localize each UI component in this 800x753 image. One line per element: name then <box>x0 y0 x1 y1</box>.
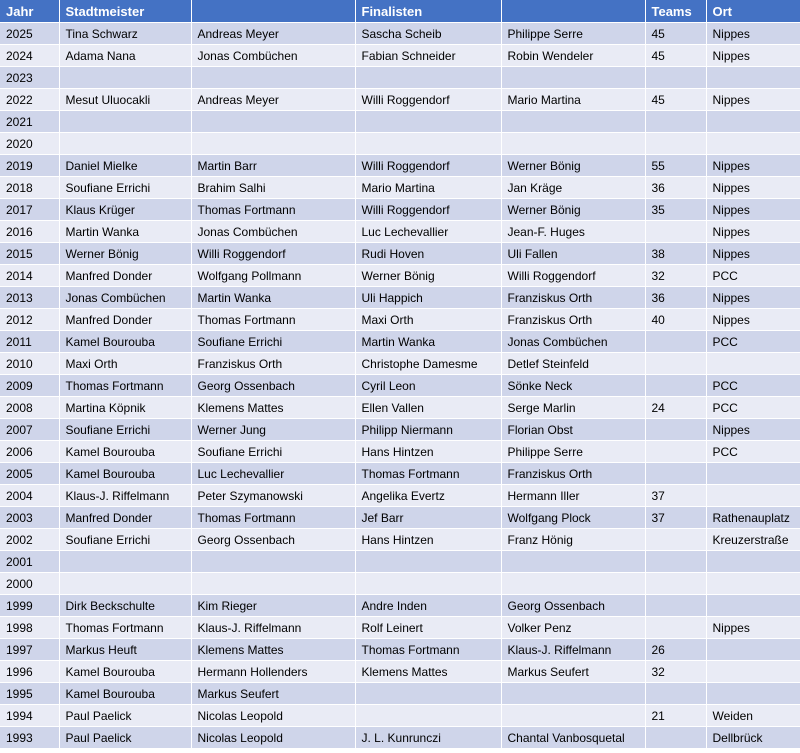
teams-cell <box>645 419 706 441</box>
table-row <box>0 397 800 419</box>
finalist-2-cell: Detlef Steinfeld <box>501 353 645 375</box>
table-row <box>0 507 800 529</box>
location-cell: Nippes <box>706 199 800 221</box>
location-cell: Nippes <box>706 287 800 309</box>
finalist-2-cell: Klaus-J. Riffelmann <box>501 639 645 661</box>
location-cell: PCC <box>706 331 800 353</box>
finalist-2-cell: Mario Martina <box>501 89 645 111</box>
year-cell: 2012 <box>0 309 59 331</box>
champion-1-cell: Klaus-J. Riffelmann <box>59 485 191 507</box>
finalist-1-cell: Philipp Niermann <box>355 419 501 441</box>
year-cell: 2022 <box>0 89 59 111</box>
champion-1-cell: Thomas Fortmann <box>59 375 191 397</box>
finalist-2-cell: Hermann Iller <box>501 485 645 507</box>
finalist-1-cell: Ellen Vallen <box>355 397 501 419</box>
table-row <box>0 23 800 45</box>
finalist-1-cell: Maxi Orth <box>355 309 501 331</box>
location-cell <box>706 595 800 617</box>
teams-cell <box>645 67 706 89</box>
location-cell <box>706 683 800 705</box>
champion-2-cell: Andreas Meyer <box>191 89 355 111</box>
finalist-1-cell: Christophe Damesme <box>355 353 501 375</box>
header-ort: Ort <box>706 0 800 23</box>
finalist-1-cell: Sascha Scheib <box>355 23 501 45</box>
finalist-2-cell: Franz Hönig <box>501 529 645 551</box>
champion-2-cell: Jonas Combüchen <box>191 221 355 243</box>
finalist-1-cell: Willi Roggendorf <box>355 89 501 111</box>
year-cell: 2005 <box>0 463 59 485</box>
champion-2-cell: Georg Ossenbach <box>191 529 355 551</box>
finalist-1-cell: Thomas Fortmann <box>355 639 501 661</box>
table-row <box>0 705 800 727</box>
teams-cell <box>645 221 706 243</box>
location-cell <box>706 639 800 661</box>
champion-1-cell <box>59 133 191 155</box>
champion-1-cell: Manfred Donder <box>59 507 191 529</box>
location-cell <box>706 133 800 155</box>
location-cell: Nippes <box>706 221 800 243</box>
teams-cell <box>645 441 706 463</box>
year-cell: 2010 <box>0 353 59 375</box>
year-cell: 2016 <box>0 221 59 243</box>
year-cell: 2018 <box>0 177 59 199</box>
finalist-1-cell: Thomas Fortmann <box>355 463 501 485</box>
champion-2-cell: Martin Barr <box>191 155 355 177</box>
location-cell: Nippes <box>706 177 800 199</box>
champion-2-cell: Brahim Salhi <box>191 177 355 199</box>
finalist-2-cell: Wolfgang Plock <box>501 507 645 529</box>
teams-cell: 26 <box>645 639 706 661</box>
location-cell: Dellbrück <box>706 727 800 749</box>
table-row <box>0 309 800 331</box>
finalist-2-cell: Florian Obst <box>501 419 645 441</box>
year-cell: 2008 <box>0 397 59 419</box>
table-row <box>0 419 800 441</box>
teams-cell <box>645 463 706 485</box>
location-cell: Nippes <box>706 617 800 639</box>
champion-2-cell: Markus Seufert <box>191 683 355 705</box>
teams-cell <box>645 551 706 573</box>
year-cell: 2004 <box>0 485 59 507</box>
champion-1-cell: Dirk Beckschulte <box>59 595 191 617</box>
finalist-2-cell: Philippe Serre <box>501 23 645 45</box>
year-cell: 2023 <box>0 67 59 89</box>
champion-1-cell: Kamel Bourouba <box>59 441 191 463</box>
teams-cell: 45 <box>645 45 706 67</box>
location-cell <box>706 551 800 573</box>
finalist-2-cell: Robin Wendeler <box>501 45 645 67</box>
table-row <box>0 727 800 749</box>
champion-2-cell: Thomas Fortmann <box>191 199 355 221</box>
year-cell: 1995 <box>0 683 59 705</box>
year-cell: 2009 <box>0 375 59 397</box>
finalist-1-cell: Fabian Schneider <box>355 45 501 67</box>
teams-cell <box>645 595 706 617</box>
champion-1-cell <box>59 573 191 595</box>
champion-1-cell: Soufiane Errichi <box>59 177 191 199</box>
location-cell <box>706 485 800 507</box>
year-cell: 2000 <box>0 573 59 595</box>
finalist-1-cell: Rudi Hoven <box>355 243 501 265</box>
location-cell <box>706 463 800 485</box>
finalist-2-cell <box>501 573 645 595</box>
finalist-1-cell: Martin Wanka <box>355 331 501 353</box>
year-cell: 1997 <box>0 639 59 661</box>
champion-1-cell: Mesut Uluocakli <box>59 89 191 111</box>
table-row <box>0 111 800 133</box>
year-cell: 2006 <box>0 441 59 463</box>
finalist-1-cell: Hans Hintzen <box>355 529 501 551</box>
finalist-2-cell: Franziskus Orth <box>501 287 645 309</box>
teams-cell: 40 <box>645 309 706 331</box>
finalist-2-cell: Markus Seufert <box>501 661 645 683</box>
finalist-1-cell: Hans Hintzen <box>355 441 501 463</box>
champion-2-cell: Luc Lechevallier <box>191 463 355 485</box>
year-cell: 2017 <box>0 199 59 221</box>
champion-1-cell: Kamel Bourouba <box>59 661 191 683</box>
teams-cell <box>645 375 706 397</box>
finalist-1-cell: Uli Happich <box>355 287 501 309</box>
champion-1-cell: Jonas Combüchen <box>59 287 191 309</box>
teams-cell: 35 <box>645 199 706 221</box>
teams-cell: 32 <box>645 265 706 287</box>
champion-1-cell: Kamel Bourouba <box>59 463 191 485</box>
finalist-2-cell: Franziskus Orth <box>501 309 645 331</box>
champion-2-cell <box>191 551 355 573</box>
champion-2-cell: Klaus-J. Riffelmann <box>191 617 355 639</box>
teams-cell <box>645 111 706 133</box>
finalist-1-cell <box>355 67 501 89</box>
finalist-1-cell <box>355 683 501 705</box>
champion-1-cell: Klaus Krüger <box>59 199 191 221</box>
year-cell: 2001 <box>0 551 59 573</box>
champion-2-cell: Andreas Meyer <box>191 23 355 45</box>
champion-1-cell: Manfred Donder <box>59 309 191 331</box>
year-cell: 2003 <box>0 507 59 529</box>
header-stadtmeister: Stadtmeister <box>59 0 191 23</box>
teams-cell <box>645 331 706 353</box>
finalist-1-cell: Willi Roggendorf <box>355 199 501 221</box>
table-row <box>0 177 800 199</box>
teams-cell <box>645 617 706 639</box>
teams-cell: 55 <box>645 155 706 177</box>
finalist-2-cell: Uli Fallen <box>501 243 645 265</box>
finalist-2-cell <box>501 133 645 155</box>
champion-1-cell: Martina Köpnik <box>59 397 191 419</box>
finalist-1-cell: Willi Roggendorf <box>355 155 501 177</box>
teams-cell: 21 <box>645 705 706 727</box>
year-cell: 2024 <box>0 45 59 67</box>
champion-1-cell: Adama Nana <box>59 45 191 67</box>
finalist-2-cell: Volker Penz <box>501 617 645 639</box>
year-cell: 2014 <box>0 265 59 287</box>
finalist-2-cell: Chantal Vanbosquetal <box>501 727 645 749</box>
teams-cell: 37 <box>645 485 706 507</box>
location-cell: Nippes <box>706 45 800 67</box>
table-row <box>0 221 800 243</box>
champion-2-cell <box>191 111 355 133</box>
table-row <box>0 89 800 111</box>
header-finalisten: Finalisten <box>355 0 501 23</box>
finalist-1-cell: Jef Barr <box>355 507 501 529</box>
year-cell: 1996 <box>0 661 59 683</box>
table-row <box>0 639 800 661</box>
year-cell: 2019 <box>0 155 59 177</box>
location-cell: PCC <box>706 375 800 397</box>
teams-cell: 24 <box>645 397 706 419</box>
location-cell: PCC <box>706 397 800 419</box>
finalist-2-cell: Georg Ossenbach <box>501 595 645 617</box>
champion-1-cell: Kamel Bourouba <box>59 683 191 705</box>
champion-1-cell: Thomas Fortmann <box>59 617 191 639</box>
location-cell: Weiden <box>706 705 800 727</box>
year-cell: 1993 <box>0 727 59 749</box>
champion-2-cell: Werner Jung <box>191 419 355 441</box>
finalist-1-cell <box>355 551 501 573</box>
year-cell: 2020 <box>0 133 59 155</box>
champion-2-cell: Wolfgang Pollmann <box>191 265 355 287</box>
champion-2-cell <box>191 573 355 595</box>
table-row <box>0 573 800 595</box>
table-row <box>0 287 800 309</box>
header-teams: Teams <box>645 0 706 23</box>
year-cell: 2007 <box>0 419 59 441</box>
finalist-1-cell: Klemens Mattes <box>355 661 501 683</box>
champion-1-cell: Manfred Donder <box>59 265 191 287</box>
finalist-1-cell: Angelika Evertz <box>355 485 501 507</box>
location-cell <box>706 67 800 89</box>
finalist-2-cell: Jan Kräge <box>501 177 645 199</box>
location-cell <box>706 111 800 133</box>
table-row <box>0 265 800 287</box>
year-cell: 2015 <box>0 243 59 265</box>
champion-1-cell: Kamel Bourouba <box>59 331 191 353</box>
champion-1-cell: Maxi Orth <box>59 353 191 375</box>
champion-1-cell: Paul Paelick <box>59 705 191 727</box>
finalist-2-cell <box>501 67 645 89</box>
location-cell <box>706 353 800 375</box>
finalist-2-cell: Franziskus Orth <box>501 463 645 485</box>
champion-1-cell: Soufiane Errichi <box>59 419 191 441</box>
champion-1-cell: Martin Wanka <box>59 221 191 243</box>
year-cell: 2021 <box>0 111 59 133</box>
table-row <box>0 463 800 485</box>
champion-2-cell: Kim Rieger <box>191 595 355 617</box>
finalist-1-cell: Mario Martina <box>355 177 501 199</box>
header-row <box>0 0 800 23</box>
champion-1-cell: Tina Schwarz <box>59 23 191 45</box>
location-cell: Nippes <box>706 243 800 265</box>
finalist-2-cell: Werner Bönig <box>501 199 645 221</box>
teams-cell <box>645 353 706 375</box>
champion-2-cell: Thomas Fortmann <box>191 507 355 529</box>
finalist-1-cell: Cyril Leon <box>355 375 501 397</box>
champion-1-cell: Markus Heuft <box>59 639 191 661</box>
finalist-1-cell: J. L. Kunrunczi <box>355 727 501 749</box>
champion-2-cell <box>191 133 355 155</box>
table-row <box>0 595 800 617</box>
location-cell <box>706 661 800 683</box>
teams-cell: 45 <box>645 23 706 45</box>
location-cell: PCC <box>706 441 800 463</box>
year-cell: 2002 <box>0 529 59 551</box>
champion-2-cell: Klemens Mattes <box>191 639 355 661</box>
finalist-2-cell: Jonas Combüchen <box>501 331 645 353</box>
champion-2-cell: Soufiane Errichi <box>191 441 355 463</box>
finalist-2-cell <box>501 705 645 727</box>
teams-cell <box>645 727 706 749</box>
champion-1-cell: Paul Paelick <box>59 727 191 749</box>
location-cell: Nippes <box>706 155 800 177</box>
finalist-2-cell: Sönke Neck <box>501 375 645 397</box>
teams-cell: 45 <box>645 89 706 111</box>
finalist-1-cell <box>355 705 501 727</box>
location-cell: Kreuzerstraße <box>706 529 800 551</box>
table-row <box>0 485 800 507</box>
champion-2-cell: Willi Roggendorf <box>191 243 355 265</box>
teams-cell: 37 <box>645 507 706 529</box>
table-row <box>0 133 800 155</box>
champion-2-cell: Peter Szymanowski <box>191 485 355 507</box>
finalist-2-cell: Willi Roggendorf <box>501 265 645 287</box>
table-row <box>0 353 800 375</box>
finalist-1-cell: Luc Lechevallier <box>355 221 501 243</box>
table-row <box>0 551 800 573</box>
year-cell: 2013 <box>0 287 59 309</box>
finalist-2-cell: Philippe Serre <box>501 441 645 463</box>
table-row <box>0 441 800 463</box>
finalist-1-cell <box>355 573 501 595</box>
teams-cell <box>645 133 706 155</box>
champion-2-cell: Nicolas Leopold <box>191 705 355 727</box>
champion-1-cell: Soufiane Errichi <box>59 529 191 551</box>
champion-1-cell: Daniel Mielke <box>59 155 191 177</box>
champion-2-cell: Jonas Combüchen <box>191 45 355 67</box>
champion-1-cell: Werner Bönig <box>59 243 191 265</box>
champion-1-cell <box>59 67 191 89</box>
location-cell: PCC <box>706 265 800 287</box>
champion-2-cell: Martin Wanka <box>191 287 355 309</box>
location-cell <box>706 573 800 595</box>
table-row <box>0 617 800 639</box>
teams-cell <box>645 529 706 551</box>
year-cell: 1999 <box>0 595 59 617</box>
finalist-2-cell: Werner Bönig <box>501 155 645 177</box>
finalist-2-cell <box>501 111 645 133</box>
champion-2-cell: Thomas Fortmann <box>191 309 355 331</box>
year-cell: 1994 <box>0 705 59 727</box>
table-row <box>0 45 800 67</box>
champion-2-cell: Klemens Mattes <box>191 397 355 419</box>
year-cell: 2025 <box>0 23 59 45</box>
location-cell: Nippes <box>706 89 800 111</box>
finalist-2-cell <box>501 683 645 705</box>
year-cell: 1998 <box>0 617 59 639</box>
teams-cell <box>645 573 706 595</box>
location-cell: Nippes <box>706 419 800 441</box>
header-stadtmeister-partner <box>191 0 355 23</box>
table-row <box>0 529 800 551</box>
finalist-1-cell: Andre Inden <box>355 595 501 617</box>
header-finalisten-partner <box>501 0 645 23</box>
table-row <box>0 661 800 683</box>
table-row <box>0 375 800 397</box>
location-cell: Nippes <box>706 309 800 331</box>
table-body <box>0 23 800 749</box>
finalist-1-cell: Rolf Leinert <box>355 617 501 639</box>
year-cell: 2011 <box>0 331 59 353</box>
table-row <box>0 331 800 353</box>
champion-2-cell: Nicolas Leopold <box>191 727 355 749</box>
location-cell: Rathenauplatz <box>706 507 800 529</box>
teams-cell: 32 <box>645 661 706 683</box>
teams-cell <box>645 683 706 705</box>
finalist-1-cell <box>355 111 501 133</box>
table-row <box>0 199 800 221</box>
finalist-1-cell <box>355 133 501 155</box>
teams-cell: 38 <box>645 243 706 265</box>
champion-2-cell: Franziskus Orth <box>191 353 355 375</box>
finalist-2-cell: Jean-F. Huges <box>501 221 645 243</box>
header-jahr: Jahr <box>0 0 59 23</box>
table-row <box>0 155 800 177</box>
champion-2-cell <box>191 67 355 89</box>
table-row <box>0 683 800 705</box>
champion-1-cell <box>59 551 191 573</box>
champion-2-cell: Soufiane Errichi <box>191 331 355 353</box>
champion-2-cell: Hermann Hollenders <box>191 661 355 683</box>
table-row <box>0 243 800 265</box>
champion-2-cell: Georg Ossenbach <box>191 375 355 397</box>
finalist-2-cell <box>501 551 645 573</box>
finalist-1-cell: Werner Bönig <box>355 265 501 287</box>
location-cell: Nippes <box>706 23 800 45</box>
table-row <box>0 67 800 89</box>
finalist-2-cell: Serge Marlin <box>501 397 645 419</box>
teams-cell: 36 <box>645 287 706 309</box>
champion-1-cell <box>59 111 191 133</box>
teams-cell: 36 <box>645 177 706 199</box>
